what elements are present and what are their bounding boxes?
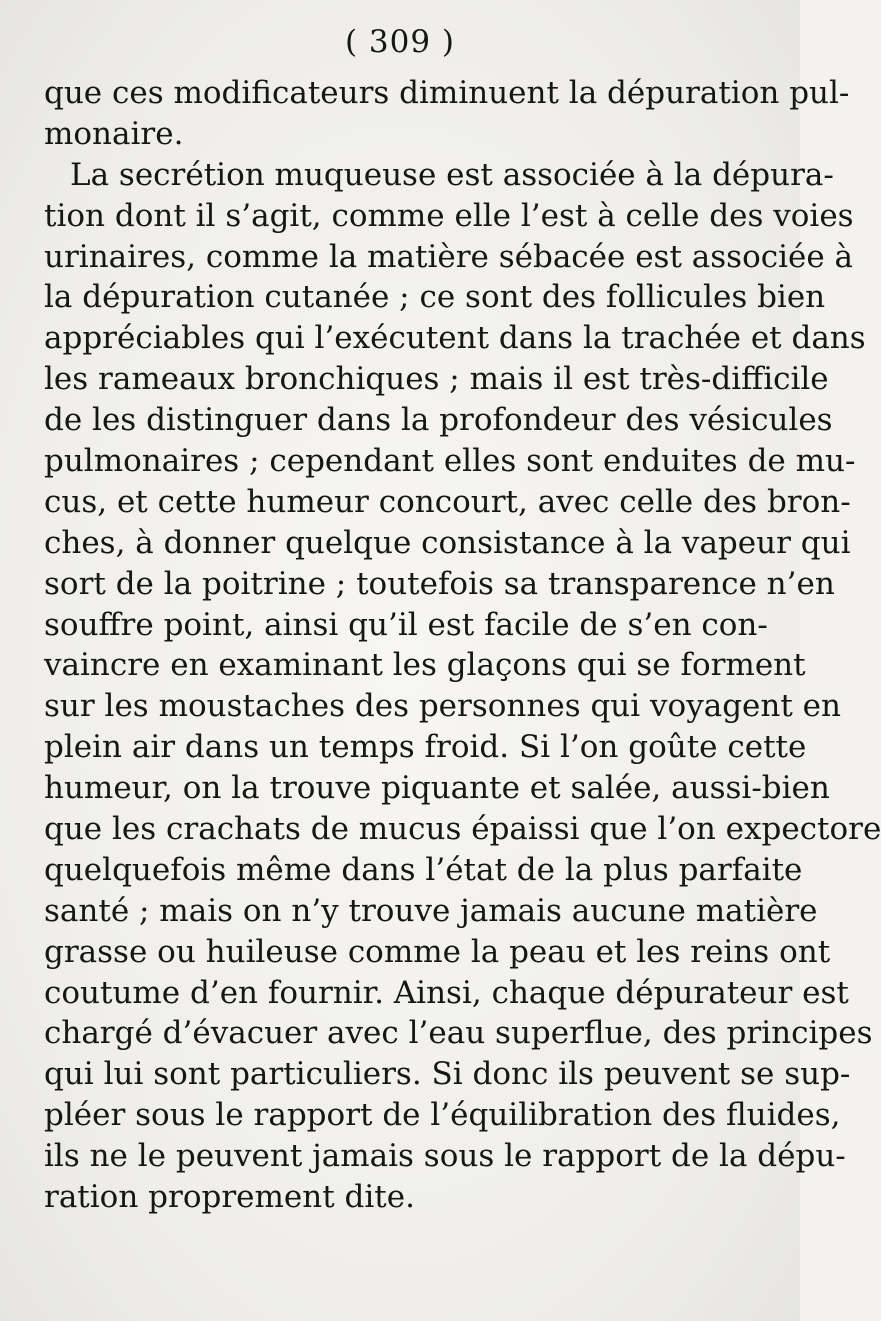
text-line: vaincre en examinant les glaçons qui se forment [44, 647, 806, 684]
text-line: sur les moustaches des personnes qui voyagent en [44, 688, 841, 725]
text-line: que les crachats de mucus épaissi que l’on expectore [44, 811, 881, 848]
text-line: appréciables qui l’exécutent dans la trachée et dans [44, 320, 866, 357]
text-line: la dépuration cutanée ; ce sont des follicules bien [44, 279, 826, 316]
text-line: les rameaux bronchiques ; mais il est très-difficile [44, 361, 829, 398]
page-number: ( 309 ) [344, 24, 456, 60]
paragraph-first-line: La secrétion muqueuse est associée à la dépura- [70, 156, 834, 193]
text-line: chargé d’évacuer avec l’eau superflue, des principes [44, 1015, 873, 1052]
text-line: de les distinguer dans la profondeur des vésicules [44, 402, 833, 439]
text-line: pulmonaires ; cependant elles sont enduites de mu- [44, 443, 856, 480]
text-line: cus, et cette humeur concourt, avec celle des bron- [44, 483, 851, 520]
text-line: que ces modificateurs diminuent la dépuration pul- [44, 75, 850, 111]
text-line: souffre point, ainsi qu’il est facile de s’en con- [44, 606, 768, 643]
text-line: urinaires, comme la matière sébacée est associée à [44, 238, 854, 275]
text-line: grasse ou huileuse comme la peau et les reins ont [44, 933, 831, 970]
text-line: monaire. [44, 115, 184, 152]
text-line: quelquefois même dans l’état de la plus parfaite [44, 851, 803, 888]
text-line: santé ; mais on n’y trouve jamais aucune matière [44, 892, 818, 929]
text-line: humeur, on la trouve piquante et salée, aussi-bien [44, 770, 830, 807]
body-text [44, 73, 881, 1218]
text-line: pléer sous le rapport de l’équilibration des fluides, [44, 1097, 841, 1134]
text-line: ration proprement dite. [44, 1179, 415, 1216]
text-line: coutume d’en fournir. Ainsi, chaque dépurateur est [44, 974, 849, 1011]
text-line: plein air dans un temps froid. Si l’on goûte cette [44, 729, 807, 766]
text-line: qui lui sont particuliers. Si donc ils peuvent se sup- [44, 1056, 851, 1093]
text-line: tion dont il s’agit, comme elle l’est à celle des voies [44, 197, 854, 234]
text-line: ches, à donner quelque consistance à la vapeur qui [44, 524, 851, 561]
text-line: sort de la poitrine ; toutefois sa transparence n’en [44, 565, 835, 602]
text-line: ils ne le peuvent jamais sous le rapport de la dépu- [44, 1138, 846, 1175]
